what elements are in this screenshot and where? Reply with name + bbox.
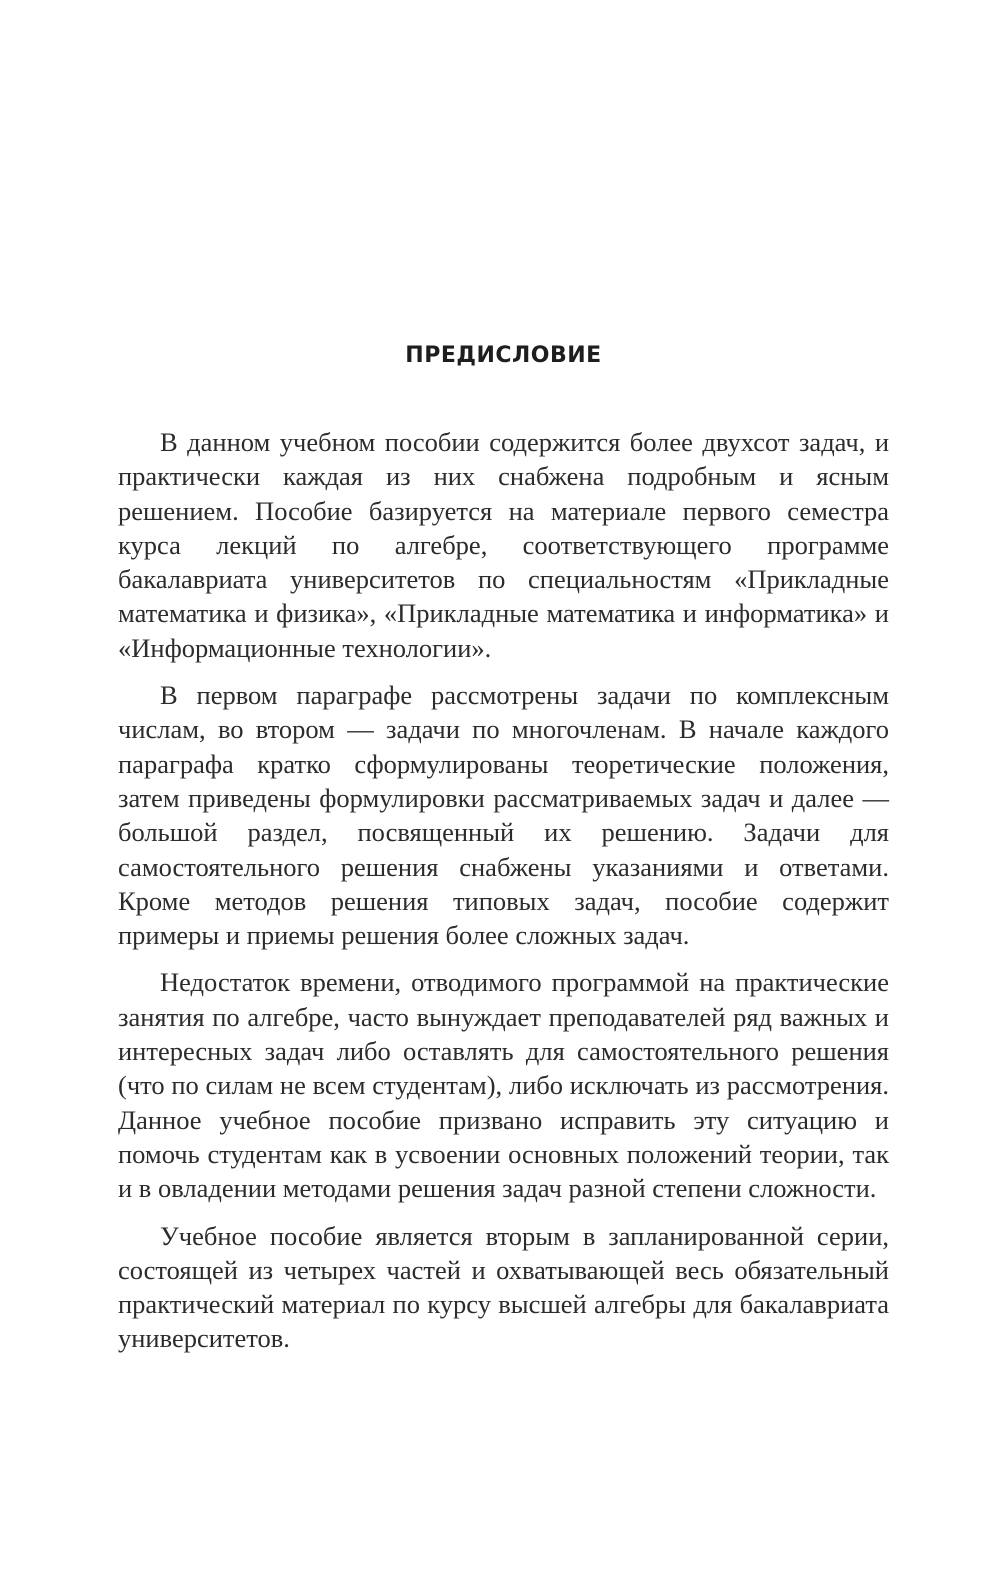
paragraph-2: В первом параграфе рассмотрены задачи по комплексным числам, во втором — задачи по многочленам. В начале каждого параграфа кратко сформулированы теоретические положения, затем приведены формулировки рассматриваемых задач и далее — большой раздел, посвященный их решению. Задачи для самостоятельного решения снабжены указаниями и ответами. Кроме методов решения типовых задач, пособие содержит примеры и приемы решения более сложных задач. [118, 680, 889, 951]
paragraph-1: В данном учебном пособии содержится более двухсот задач, и практически каждая из них снабжена подробным и ясным решением. Пособие базируется на материале первого семестра курса лекций по алгебре, соответствующего программе бакалавриата университетов по специальностям «Прикладные математика и физика», «Прикладные математика и информатика» и «Информационные технологии». [118, 427, 889, 663]
page-title: ПРЕДИСЛОВИЕ [405, 343, 602, 368]
preface-body [118, 425, 889, 1369]
paragraph-4: Учебное пособие является вторым в запланированной серии, состоящей из четырех частей и охватывающей весь обязательный практический материал по курсу высшей алгебры для бакалавриата университетов. [118, 1220, 889, 1354]
paragraph-3: Недостаток времени, отводимого программой на практические занятия по алгебре, часто вынуждает преподавателей ряд важных и интересных задач либо оставлять для самостоятельного решения (что по силам не всем студентам), либо исключать из рассмотрения. Данное учебное пособие призвано исправить эту ситуацию и помочь студентам как в усвоении основных положений теории, так и в овладении методами решения задач разной степени сложности. [118, 967, 889, 1204]
